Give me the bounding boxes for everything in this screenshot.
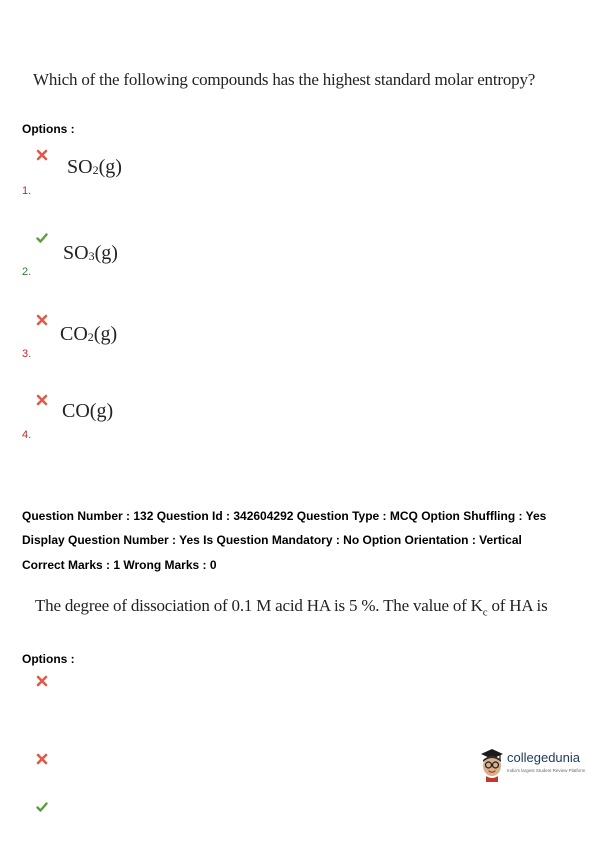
option-3-number: 3. xyxy=(22,348,32,360)
formula-subscript: 2 xyxy=(92,163,99,177)
question-2-text-end: of HA is xyxy=(487,596,548,615)
question-1-text: Which of the following compounds has the highest standard molar entropy? xyxy=(33,70,536,89)
option-3-formula[interactable] xyxy=(60,323,117,346)
question-meta-line-2: Display Question Number : Yes Is Question Mandatory : No Option Orientation : Vertical xyxy=(22,533,522,547)
option-2-formula[interactable] xyxy=(63,242,118,265)
option-4-formula[interactable] xyxy=(62,400,113,423)
formula-text: SO xyxy=(67,156,93,178)
options-label: Options : xyxy=(22,652,75,666)
option-2-number: 2. xyxy=(22,266,32,278)
option-1-number: 1. xyxy=(22,185,32,197)
formula-subscript: 3 xyxy=(88,249,95,263)
logo-tagline: India's largest Student Review Platform xyxy=(507,768,586,773)
formula-text: SO xyxy=(63,242,89,264)
option-1-formula[interactable] xyxy=(67,156,122,179)
formula-state: (g) xyxy=(94,242,118,264)
options-label: Options : xyxy=(22,122,75,136)
question-2-text-main: The degree of dissociation of 0.1 M acid HA is 5 %. The value of K xyxy=(35,596,483,615)
logo-name: collegedunia xyxy=(507,750,581,765)
cross-icon xyxy=(36,753,48,765)
cross-icon xyxy=(36,675,48,687)
formula-subscript: 2 xyxy=(87,330,94,344)
cross-icon xyxy=(36,149,48,161)
option-4-number: 4. xyxy=(22,429,32,441)
formula-text: CO xyxy=(62,400,90,422)
check-icon xyxy=(36,232,48,244)
formula-state: (g) xyxy=(89,400,114,422)
formula-text: CO xyxy=(60,323,88,345)
check-icon xyxy=(36,801,48,813)
collegedunia-logo xyxy=(478,746,588,782)
cross-icon xyxy=(36,394,48,406)
question-2-text xyxy=(35,596,548,618)
graduate-mascot-icon xyxy=(478,746,506,782)
question-meta-line-3: Correct Marks : 1 Wrong Marks : 0 xyxy=(22,558,217,572)
formula-state: (g) xyxy=(98,156,122,178)
question-meta-line-1: Question Number : 132 Question Id : 342604292 Question Type : MCQ Option Shuffling : Yes xyxy=(22,509,547,523)
cross-icon xyxy=(36,314,48,326)
formula-state: (g) xyxy=(93,323,118,345)
question-2-text-subscript: c xyxy=(482,606,488,619)
